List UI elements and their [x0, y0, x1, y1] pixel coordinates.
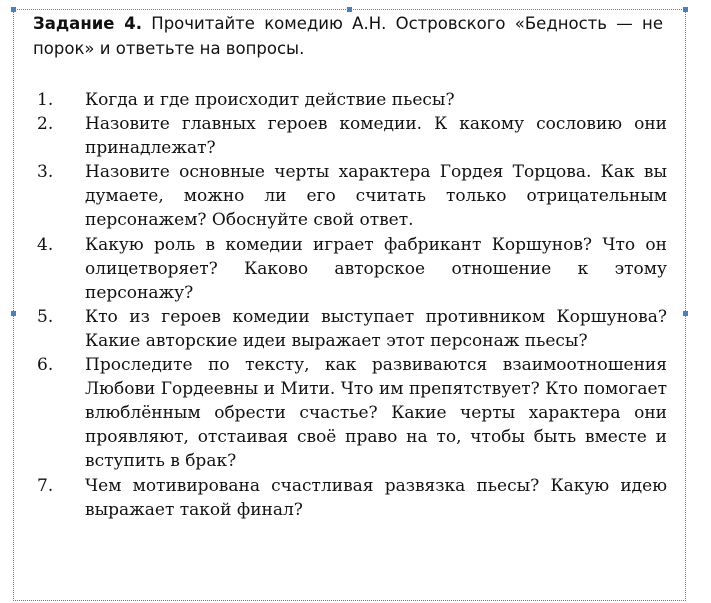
question-item	[37, 112, 667, 160]
question-number: 4.	[37, 234, 54, 255]
task-label: Задание 4.	[33, 14, 142, 33]
question-text: Чем мотивирована счастливая развязка пьесы? Какую идею выражает такой финал?	[85, 475, 667, 520]
question-number: 2.	[37, 114, 54, 135]
question-number: 1.	[37, 90, 54, 110]
resize-handle-middle-right[interactable]	[683, 311, 688, 316]
question-text: Назовите главных героев комедии. К какому сословию они принадлежат?	[85, 114, 667, 159]
question-text: Какую роль в комедии играет фабрикант Коршунов? Что он олицетворяет? Каково авторское отношение к этому персонажу?	[85, 234, 667, 303]
resize-handle-middle-left[interactable]	[11, 311, 16, 316]
question-number: 7.	[37, 475, 54, 496]
resize-handle-top-left[interactable]	[11, 7, 16, 12]
question-item	[37, 474, 667, 522]
question-number: 6.	[37, 355, 54, 376]
question-text: Проследите по тексту, как развиваются взаимоотношения Любови Гордеевны и Мити. Что им препятствует? Кто помогает влюблённым обрести счастье? Какие черты характера они проявляют, отстаивая своё право на то, чтобы быть вместе и вступить в брак?	[85, 355, 667, 472]
question-list	[37, 88, 667, 522]
question-text: Назовите основные черты характера Гордея Торцова. Как вы думаете, можно ли его считать только отрицательным персонажем? Обоснуйте свой ответ.	[85, 162, 667, 231]
question-number: 3.	[37, 162, 54, 183]
question-item	[37, 305, 667, 353]
question-text: Когда и где происходит действие пьесы?	[85, 90, 455, 110]
task-header	[33, 11, 663, 61]
question-item	[37, 233, 667, 305]
question-item	[37, 160, 667, 232]
question-number: 5.	[37, 306, 54, 327]
question-item	[37, 88, 667, 112]
question-item	[37, 353, 667, 473]
question-text: Кто из героев комедии выступает противником Коршунова? Какие авторские идеи выражает этот персонаж пьесы?	[85, 306, 667, 351]
task-intro: Прочитайте комедию А.Н. Островского «Бедность — не порок» и ответьте на вопросы.	[33, 14, 664, 58]
resize-handle-top-right[interactable]	[683, 7, 688, 12]
